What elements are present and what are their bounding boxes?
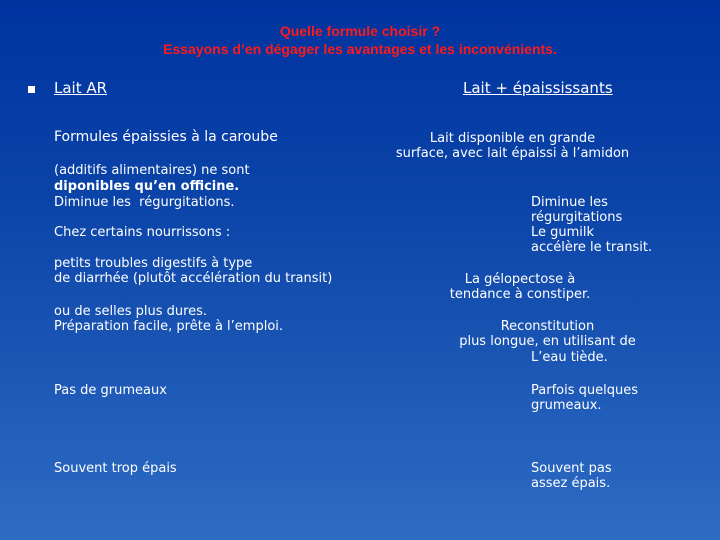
left-formules: Formules épaissies à la caroube [54,129,278,145]
left-preparation: Préparation facile, prête à l’emploi. [54,319,284,334]
right-dim-line2: régurgitations [531,210,623,225]
left-selles: ou de selles plus dures. [54,304,208,319]
right-gelo-line1: La gélopectose à [464,272,576,287]
left-diarrhee: de diarrhée (plutôt accélération du transit) [54,271,333,286]
right-column-heading: Lait + épaississants [463,79,613,97]
right-gumilk: Le gumilk [531,225,595,240]
left-petits: petits troubles digestifs à type [54,256,253,271]
right-recon-line2: plus longue, en utilisant de [459,334,636,349]
right-dim-line1: Diminue les [531,195,608,210]
right-transit: accélère le transit. [531,240,653,255]
slide-title: Quelle formule choisir ? [279,23,441,39]
right-epais-line1: Souvent pas [531,461,612,476]
left-column-heading: Lait AR [54,79,108,97]
left-grumeaux: Pas de grumeaux [54,383,167,398]
right-recon-line1: Reconstitution [500,319,595,334]
right-epais-line2: assez épais. [531,476,611,491]
right-gelo-line2: tendance à constiper. [449,287,591,302]
left-chez: Chez certains nourrissons : [54,225,231,240]
left-diminue: Diminue les régurgitations. [54,195,235,210]
right-recon-line3: L’eau tiède. [531,350,608,365]
slide-subtitle: Essayons d’en dégager les avantages et les inconvénients. [163,41,557,57]
bullet-square-icon [28,86,35,93]
right-dispo-line1: Lait disponible en grande [429,131,596,146]
left-epais: Souvent trop épais [54,461,177,476]
right-grum-line1: Parfois quelques [531,383,638,398]
left-disponibles: diponibles qu’en officine. [54,179,240,194]
right-dispo-line2: surface, avec lait épaissi à l’amidon [395,146,630,161]
right-grum-line2: grumeaux. [531,398,602,413]
left-additifs: (additifs alimentaires) ne sont [54,163,250,178]
